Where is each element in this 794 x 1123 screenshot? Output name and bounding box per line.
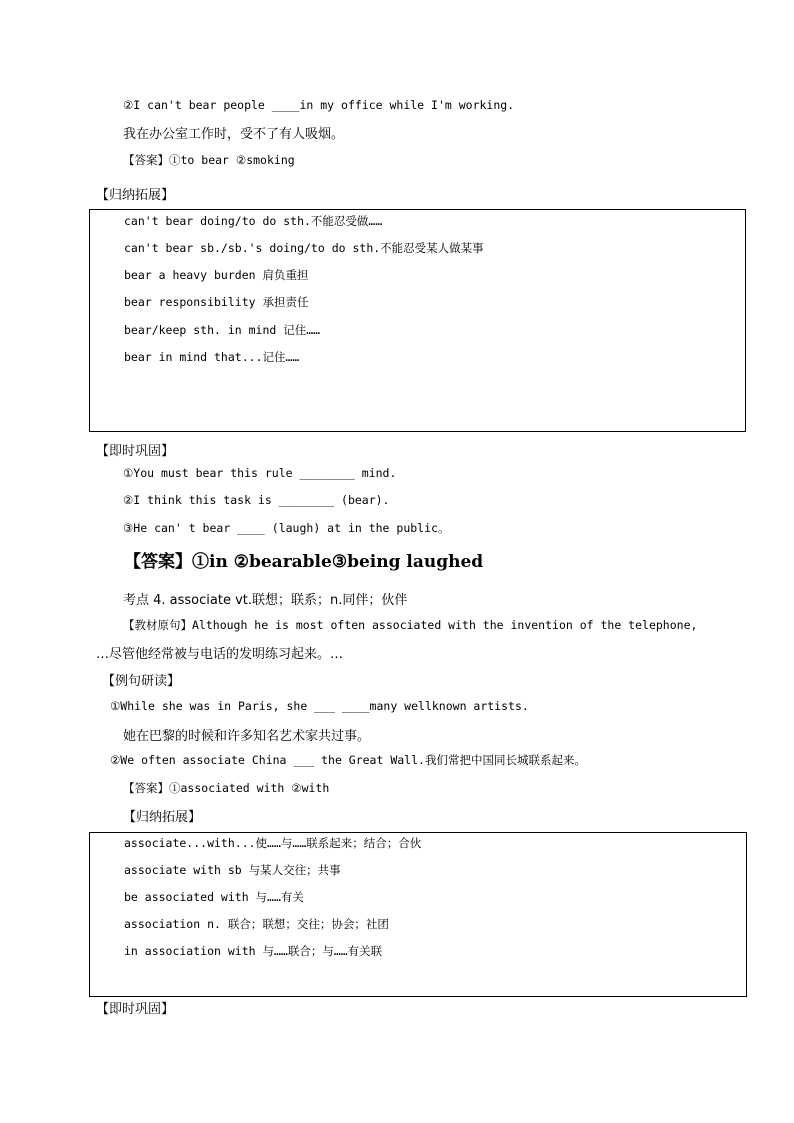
example-sentence: ②We often associate China ___ the Great Wall.我们常把中国同长城联系起来。 (110, 753, 586, 767)
example-sentence-en: ①While she was in Paris, she ___ ____many wellknown artists. (110, 699, 529, 713)
summary-heading: 【归纳拓展】 (96, 188, 175, 203)
practice-heading: 【即时巩固】 (96, 1002, 175, 1017)
textbook-translation: …尽管他经常被与电话的发明练习起来。… (96, 647, 344, 662)
summary-box (89, 209, 746, 432)
summary-item: associate...with...使……与……联系起来；结合；合伙 (124, 836, 422, 850)
practice-item: ③He can' t bear ____ (laugh) at in the public。 (123, 521, 450, 535)
answer-line: 【答案】①associated with ②with (123, 781, 330, 795)
summary-item: bear responsibility 承担责任 (124, 295, 309, 309)
answer-line: 【答案】①to bear ②smoking (123, 153, 295, 167)
summary-item: bear a heavy burden 肩负重担 (124, 268, 309, 282)
summary-item: associate with sb 与某人交往；共事 (124, 863, 341, 877)
summary-item: bear in mind that...记住…… (124, 350, 300, 364)
summary-item: in association with 与……联合；与……有关联 (124, 944, 383, 958)
summary-item: association n. 联合；联想；交往；协会；社团 (124, 917, 389, 931)
summary-item: be associated with 与……有关 (124, 890, 304, 904)
summary-box (89, 832, 747, 997)
summary-item: can't bear sb./sb.'s doing/to do sth.不能忍受某人做某事 (124, 241, 484, 255)
example-sentence-cn: 她在巴黎的时候和许多知名艺术家共过事。 (123, 729, 371, 744)
summary-heading: 【归纳拓展】 (123, 810, 202, 825)
textbook-sentence: 【教材原句】Although he is most often associated with the invention of the telephone, (123, 618, 698, 632)
practice-heading: 【即时巩固】 (96, 444, 175, 459)
practice-answer: 【答案】①in ②bearable③being laughed (124, 552, 484, 572)
example-sentence-cn: 我在办公室工作时，受不了有人吸烟。 (123, 127, 345, 142)
practice-item: ①You must bear this rule ________ mind. (123, 466, 397, 480)
practice-item: ②I think this task is ________ (bear). (123, 493, 390, 507)
summary-item: bear/keep sth. in mind 记住…… (124, 323, 321, 337)
point-title: 考点 4. associate vt.联想；联系；n.同伴；伙伴 (123, 593, 408, 608)
examples-heading: 【例句研读】 (102, 674, 181, 689)
example-sentence-en: ②I can't bear people ____in my office while I'm working. (123, 98, 515, 112)
summary-item: can't bear doing/to do sth.不能忍受做…… (124, 214, 383, 228)
